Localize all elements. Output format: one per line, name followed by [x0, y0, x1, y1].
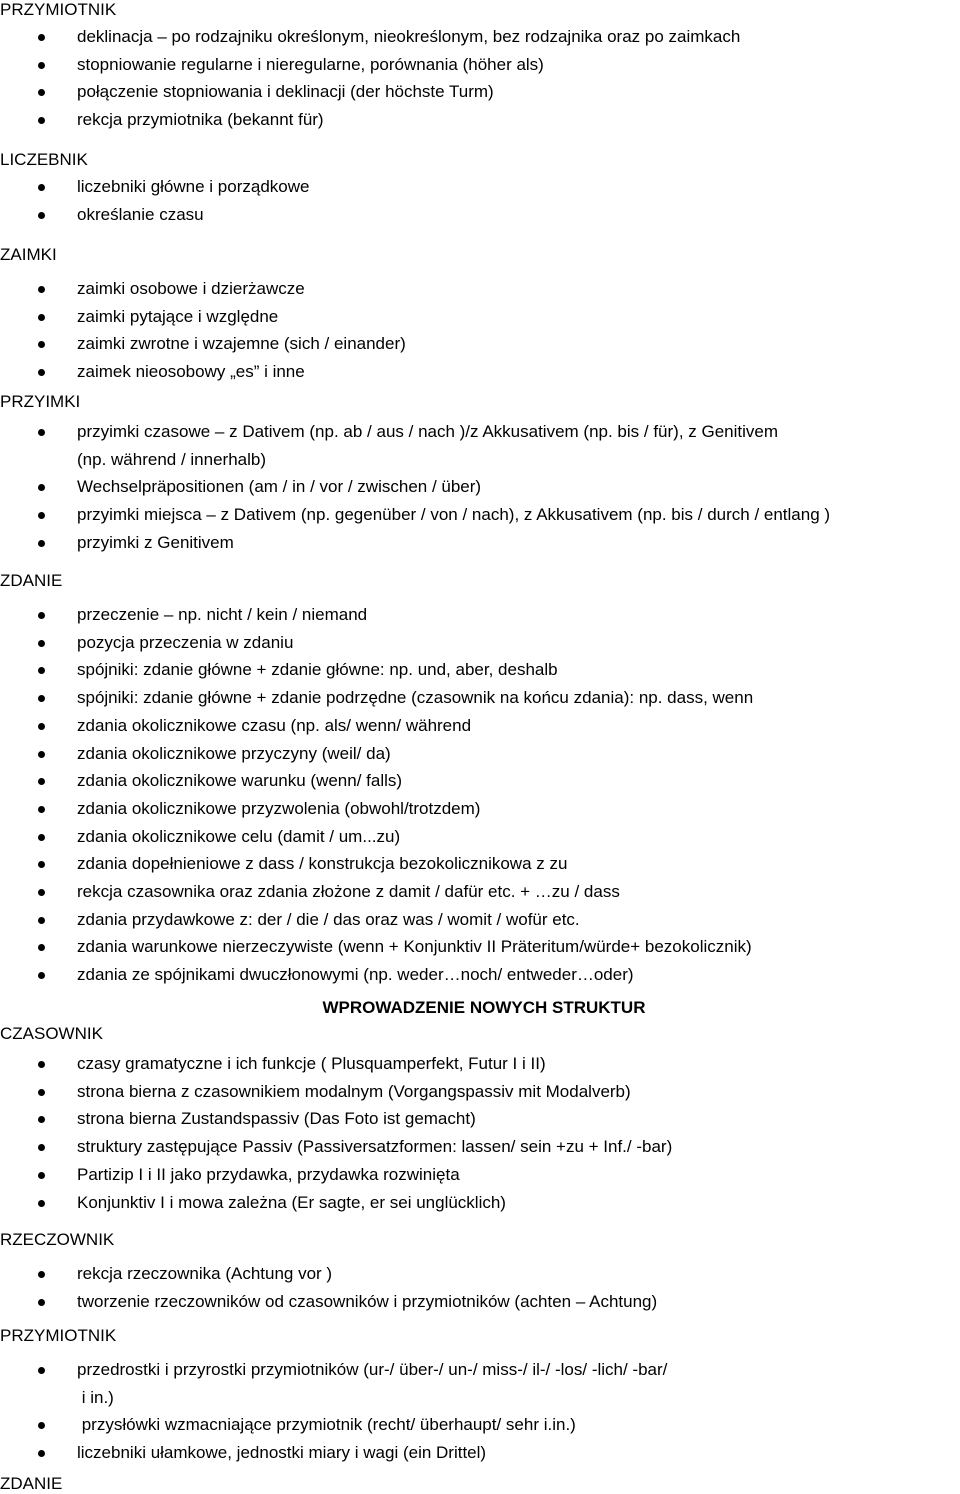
section-heading: ZDANIE [0, 571, 63, 590]
bullet-icon [38, 212, 45, 219]
list-item: przyimki z Genitivem [0, 529, 960, 557]
bullet-icon [38, 1367, 45, 1374]
list-item: liczebniki główne i porządkowe [0, 173, 960, 201]
section-zdanie-2 [0, 1474, 960, 1494]
bullet-icon [38, 540, 45, 547]
bullet-list [0, 173, 960, 228]
list-item: zdania okolicznikowe celu (damit / um...zu) [0, 823, 960, 851]
section-heading: RZECZOWNIK [0, 1230, 115, 1249]
list-item: połączenie stopniowania i deklinacji (der höchste Turm) [0, 78, 960, 106]
list-item: tworzenie rzeczowników od czasowników i przymiotników (achten – Achtung) [0, 1288, 960, 1316]
bullet-icon [38, 972, 45, 979]
list-item: przeczenie – np. nicht / kein / niemand [0, 601, 960, 629]
section-heading: PRZYIMKI [0, 392, 81, 411]
bullet-list [0, 418, 960, 557]
section-heading: CZASOWNIK [0, 1024, 103, 1043]
new-structures-heading: WPROWADZENIE NOWYCH STRUKTUR [322, 998, 646, 1017]
list-item: spójniki: zdanie główne + zdanie główne: np. und, aber, deshalb [0, 656, 960, 684]
list-item: Wechselpräpositionen (am / in / vor / zwischen / über) [0, 473, 960, 501]
list-item: przyimki czasowe – z Dativem (np. ab / aus / nach )/z Akkusativem (np. bis / für), z Genitivem (np. während / innerhalb) [0, 418, 960, 473]
list-item: przyimki miejsca – z Dativem (np. gegenüber / von / nach), z Akkusativem (np. bis / durch / entlang ) [0, 501, 960, 529]
list-item: zdania okolicznikowe przyzwolenia (obwohl/trotzdem) [0, 795, 960, 823]
section-czasownik [0, 1024, 960, 1216]
bullet-icon [38, 1200, 45, 1207]
list-item: zdania okolicznikowe przyczyny (weil/ da) [0, 740, 960, 768]
bullet-list [0, 601, 960, 989]
bullet-icon [38, 34, 45, 41]
section-rzeczownik [0, 1230, 960, 1315]
list-item: rekcja przymiotnika (bekannt für) [0, 106, 960, 134]
list-item: zdania okolicznikowe warunku (wenn/ falls) [0, 767, 960, 795]
list-item: rekcja rzeczownika (Achtung vor ) [0, 1260, 960, 1288]
section-zaimki [0, 245, 960, 386]
bullet-list [0, 1356, 960, 1467]
list-item: zaimki zwrotne i wzajemne (sich / einander) [0, 330, 960, 358]
bullet-icon [38, 184, 45, 191]
bullet-icon [38, 1089, 45, 1096]
list-item: Konjunktiv I i mowa zależna (Er sagte, er sei unglücklich) [0, 1189, 960, 1217]
list-item: zdania przydawkowe z: der / die / das oraz was / womit / wofür etc. [0, 906, 960, 934]
bullet-icon [38, 286, 45, 293]
section-przymiotnik [0, 0, 960, 134]
list-item: zdania dopełnieniowe z dass / konstrukcja bezokolicznikowa z zu [0, 850, 960, 878]
bullet-icon [38, 1271, 45, 1278]
bullet-icon [38, 612, 45, 619]
bullet-icon [38, 89, 45, 96]
section-heading: ZDANIE [0, 1474, 63, 1493]
bullet-icon [38, 117, 45, 124]
bullet-icon [38, 1422, 45, 1429]
list-item: zdania ze spójnikami dwuczłonowymi (np. weder…noch/ entweder…oder) [0, 961, 960, 989]
bullet-icon [38, 640, 45, 647]
bullet-icon [38, 917, 45, 924]
bullet-icon [38, 751, 45, 758]
section-heading: ZAIMKI [0, 245, 57, 264]
bullet-icon [38, 1172, 45, 1179]
bullet-icon [38, 1116, 45, 1123]
bullet-icon [38, 806, 45, 813]
bullet-icon [38, 861, 45, 868]
bullet-icon [38, 512, 45, 519]
bullet-icon [38, 667, 45, 674]
list-item: zdania okolicznikowe czasu (np. als/ wenn/ während [0, 712, 960, 740]
bullet-list [0, 1050, 960, 1216]
list-item: struktury zastępujące Passiv (Passiversatzformen: lassen/ sein +zu + Inf./ -bar) [0, 1133, 960, 1161]
list-item: liczebniki ułamkowe, jednostki miary i wagi (ein Drittel) [0, 1439, 960, 1467]
bullet-icon [38, 1144, 45, 1151]
list-item: deklinacja – po rodzajniku określonym, nieokreślonym, bez rodzajnika oraz po zaimkach [0, 23, 960, 51]
bullet-icon [38, 484, 45, 491]
list-item: strona bierna z czasownikiem modalnym (Vorgangspassiv mit Modalverb) [0, 1078, 960, 1106]
bullet-icon [38, 944, 45, 951]
bullet-icon [38, 314, 45, 321]
list-item: Partizip I i II jako przydawka, przydawka rozwinięta [0, 1161, 960, 1189]
bullet-icon [38, 341, 45, 348]
list-item: zdania warunkowe nierzeczywiste (wenn + Konjunktiv II Präteritum/würde+ bezokolicznik) [0, 933, 960, 961]
section-liczebnik [0, 150, 960, 228]
list-item: czasy gramatyczne i ich funkcje ( Plusquamperfekt, Futur I i II) [0, 1050, 960, 1078]
bullet-icon [38, 429, 45, 436]
list-item: pozycja przeczenia w zdaniu [0, 629, 960, 657]
section-heading: PRZYMIOTNIK [0, 1326, 117, 1345]
bullet-icon [38, 1061, 45, 1068]
list-item: zaimek nieosobowy „es” i inne [0, 358, 960, 386]
bullet-icon [38, 778, 45, 785]
section-zdanie [0, 571, 960, 989]
bullet-list [0, 23, 960, 134]
bullet-icon [38, 1299, 45, 1306]
bullet-icon [38, 369, 45, 376]
list-item: przedrostki i przyrostki przymiotników (ur-/ über-/ un-/ miss-/ il-/ -los/ -lich/ -bar/ i in.) [0, 1356, 960, 1411]
list-item: określanie czasu [0, 201, 960, 229]
list-item: rekcja czasownika oraz zdania złożone z damit / dafür etc. + …zu / dass [0, 878, 960, 906]
bullet-icon [38, 834, 45, 841]
bullet-icon [38, 1450, 45, 1457]
section-przyimki [0, 392, 960, 557]
list-item: spójniki: zdanie główne + zdanie podrzędne (czasownik na końcu zdania): np. dass, wenn [0, 684, 960, 712]
list-item: zaimki osobowe i dzierżawcze [0, 275, 960, 303]
list-item: strona bierna Zustandspassiv (Das Foto ist gemacht) [0, 1105, 960, 1133]
section-przymiotnik-2 [0, 1326, 960, 1467]
list-item: przysłówki wzmacniające przymiotnik (recht/ überhaupt/ sehr i.in.) [0, 1411, 960, 1439]
bullet-icon [38, 62, 45, 69]
bullet-icon [38, 889, 45, 896]
list-item: stopniowanie regularne i nieregularne, porównania (höher als) [0, 51, 960, 79]
bullet-list [0, 1260, 960, 1315]
section-heading: LICZEBNIK [0, 150, 88, 169]
bullet-icon [38, 723, 45, 730]
bullet-icon [38, 695, 45, 702]
section-heading: PRZYMIOTNIK [0, 0, 117, 19]
bullet-list [0, 275, 960, 386]
list-item: zaimki pytające i względne [0, 303, 960, 331]
